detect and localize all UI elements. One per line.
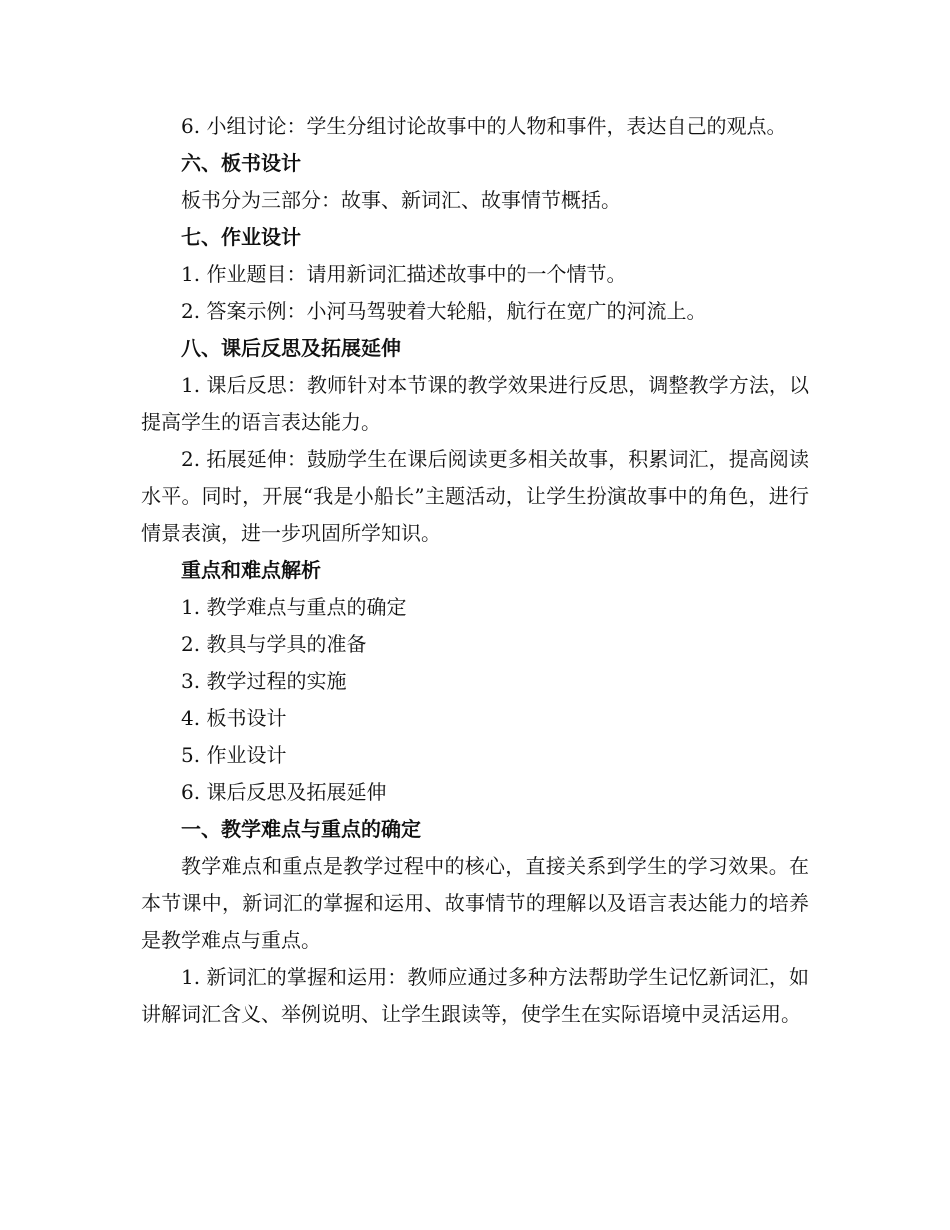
paragraph-homework-question: 1. 作业题目：请用新词汇描述故事中的一个情节。	[181, 262, 627, 286]
heading-key-difficult-analysis: 重点和难点解析	[181, 558, 321, 582]
document-body	[141, 108, 809, 1033]
list-item: 3. 教学过程的实施	[181, 669, 347, 693]
heading-homework-design: 七、作业设计	[181, 225, 301, 249]
paragraph-extension: 2. 拓展延伸：鼓励学生在课后阅读更多相关故事，积累词汇，提高阅读水平。同时，开展“我是小船长”主题活动，让学生扮演故事中的角色，进行情景表演，进一步巩固所学知识。	[141, 447, 809, 545]
list-item: 6. 课后反思及拓展延伸	[181, 780, 387, 804]
list-item: 5. 作业设计	[181, 743, 287, 767]
paragraph-group-discussion: 6. 小组讨论：学生分组讨论故事中的人物和事件，表达自己的观点。	[181, 114, 787, 138]
list-item: 4. 板书设计	[181, 706, 287, 730]
paragraph-answer-example: 2. 答案示例：小河马驾驶着大轮船，航行在宽广的河流上。	[181, 299, 707, 323]
heading-key-difficult-determination: 一、教学难点与重点的确定	[181, 817, 421, 841]
list-item: 1. 教学难点与重点的确定	[181, 595, 407, 619]
heading-reflection-extension: 八、课后反思及拓展延伸	[181, 336, 401, 360]
heading-blackboard-design: 六、板书设计	[181, 151, 301, 175]
paragraph-reflection: 1. 课后反思：教师针对本节课的教学效果进行反思，调整教学方法，以提高学生的语言表达能力。	[141, 373, 809, 434]
paragraph-key-difficult-description: 教学难点和重点是教学过程中的核心，直接关系到学生的学习效果。在本节课中，新词汇的掌握和运用、故事情节的理解以及语言表达能力的培养是教学难点与重点。	[141, 854, 809, 952]
paragraph-vocabulary-mastery: 1. 新词汇的掌握和运用：教师应通过多种方法帮助学生记忆新词汇，如讲解词汇含义、举例说明、让学生跟读等，使学生在实际语境中灵活运用。	[141, 965, 809, 1026]
paragraph-blackboard-parts: 板书分为三部分：故事、新词汇、故事情节概括。	[181, 188, 621, 212]
list-item: 2. 教具与学具的准备	[181, 632, 367, 656]
